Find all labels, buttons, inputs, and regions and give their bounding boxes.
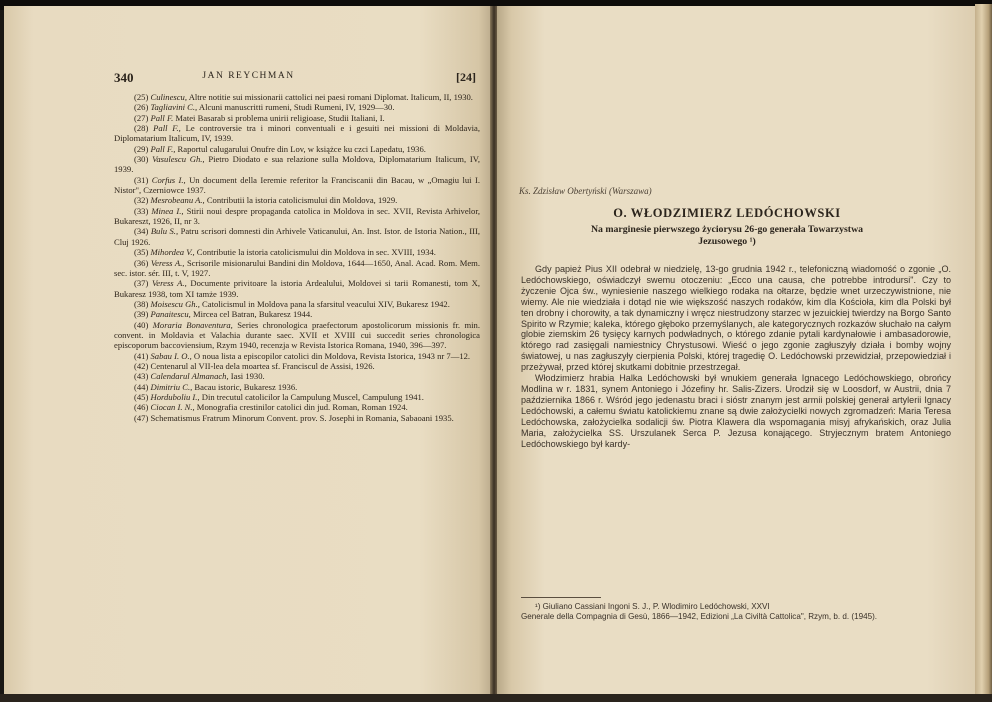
reference-author: Corfus I., bbox=[151, 174, 186, 185]
footnote bbox=[521, 602, 951, 622]
reference-author: Mihordea V., bbox=[150, 247, 195, 258]
reference-text: O noua lista a episcopilor catolici din Moldova, Revista Istorica, 1943 nr 7—12. bbox=[191, 350, 471, 361]
reference-entry bbox=[114, 247, 480, 257]
reference-entry bbox=[114, 382, 480, 392]
body-paragraph: Gdy papież Pius XII odebrał w niedzielę, 13-go grudnia 1942 r., telefoniczną wiadomość o zgonie „O. Ledóchowskiego, oświadczył swemu otoczeniu: „Ecco una causa, che potrebbe introdursi". Czy to życzenie Ojca św., wyniesienie naszego wielkiego rodaka na ołtarze, będzie wnet urzeczywistnione, nie wiemy. Ale nie wiedziała i dotąd nie wie większość naszych rodaków, kim dla Kościoła, kim dla Polski był ten drobny i chorowity, a tak dynamiczny i wręcz niestrudzony starzec w jezuickiej twierdzy na Borgo Santo Spirito w Rzymie; kaleka, którego głęboko przemyślanych, ale kategorycznych rozkazów słuchało na całym globie ziemskim 26 tysięcy karnych podwładnych, o którego zdanie pytali kardynałowie i ambasadorowie, którego rad zasięgali namiestnicy Chrystusowi. Wieść o jego zgonie zagłuszyły działa i bomby wojny światowej, u nas zagłuszyły cierpienia Polski, której tragedię O. Ledóchowski przewidział, przepowiedział i przeżywał, przed której skutkami dobitnie przestrzegał. bbox=[521, 264, 951, 373]
reference-entry bbox=[114, 92, 480, 102]
reference-number: (25) bbox=[134, 92, 149, 102]
article-body bbox=[521, 264, 951, 449]
reference-entry bbox=[114, 351, 480, 361]
reference-text: Scrisorile misionarului Bandini din Moldova, 1644—1650, Anal. Acad. Rom. Mem. sec. istor. sér. III, t. V, 1927. bbox=[114, 257, 481, 278]
reference-text: Mircea cel Batran, Bukaresz 1944. bbox=[190, 309, 313, 320]
reference-list bbox=[114, 92, 480, 423]
reference-author: Sabau I. O., bbox=[150, 350, 192, 361]
reference-text: Centenarul al VII-lea dela moartea sf. Franciscul de Assisi, 1926. bbox=[150, 360, 375, 371]
reference-number: (27) bbox=[134, 112, 149, 123]
reference-text: Documente privitoare la istoria Ardealului, Moldovei si tarii Romanesti, tom X, Bukaresz 1938, tom XI tamże 1939. bbox=[114, 278, 480, 299]
reference-entry bbox=[114, 299, 480, 309]
reference-number: (38) bbox=[134, 298, 149, 309]
reference-author: Ciocan I. N., bbox=[150, 402, 195, 413]
reference-entry bbox=[114, 309, 480, 319]
reference-text: Din trecutul catolicilor la Campulung Muscel, Campulung 1941. bbox=[199, 391, 424, 402]
reference-number: (39) bbox=[134, 309, 149, 320]
reference-author: Pall F., bbox=[153, 123, 181, 134]
right-page bbox=[497, 6, 975, 694]
reference-number: (40) bbox=[134, 319, 149, 330]
reference-text: Le controversie tra i minori conventuali e i gesuiti nei missioni di Moldavia, Diplomatarium Italicum, IV, 1939. bbox=[114, 123, 480, 144]
page-number-left: 340 bbox=[114, 70, 134, 85]
reference-entry bbox=[114, 113, 480, 123]
reference-author: Mesrobeanu A., bbox=[150, 195, 205, 206]
reference-entry bbox=[114, 206, 480, 227]
reference-number: (26) bbox=[134, 102, 149, 113]
reference-entry bbox=[114, 123, 480, 144]
reference-text: Alcuni manuscritti rumeni, Studi Rumeni, IV, 1929—30. bbox=[197, 102, 395, 113]
page-edges bbox=[975, 4, 992, 702]
reference-entry bbox=[114, 402, 480, 412]
reference-entry bbox=[114, 195, 480, 205]
reference-author: Moraria Bonaventura, bbox=[152, 319, 233, 330]
footnote-line: ¹) Giuliano Cassiani Ingoni S. J., P. Wlodimiro Ledóchowski, XXVI bbox=[535, 602, 770, 611]
reference-number: (31) bbox=[134, 174, 149, 185]
reference-text: Stirii noui despre propaganda catolica in Moldova in sec. XVII, Revista Arhivelor, Bukareszt, 1926, II, nr 3. bbox=[114, 205, 480, 227]
reference-number: (28) bbox=[134, 123, 149, 134]
reference-text: Contributii la istoria catolicismului din Moldova, 1929. bbox=[204, 195, 398, 206]
reference-text: Bacau istoric, Bukaresz 1936. bbox=[192, 381, 298, 392]
left-page bbox=[4, 6, 493, 694]
reference-number: (36) bbox=[134, 257, 149, 268]
reference-author: Bulu S., bbox=[150, 226, 179, 237]
article-title: O. WŁODZIMIERZ LEDÓCHOWSKI bbox=[613, 206, 841, 220]
reference-text: Series chronologica praefectorum apostolicorum missionis fr. min. convent. in Moldavia et Valachia durante saec. XVII et XVIII cui succedit series chronologica episcoporum baccoviensium, Rzym 1940, recenzja w Revista Istorica Romana, 1940, 396—397. bbox=[114, 319, 480, 351]
reference-text: Raportul calugarului Onufre din Lov, w książce ku czci Lapedatu, 1936. bbox=[175, 143, 426, 154]
reference-author: Horduboliu I., bbox=[150, 391, 200, 402]
reference-entry bbox=[114, 278, 480, 299]
reference-number: (35) bbox=[134, 247, 149, 258]
reference-number: (44) bbox=[134, 381, 149, 392]
reference-author: Vasulescu Gh., bbox=[152, 154, 205, 165]
running-head: JAN REYCHMAN bbox=[202, 71, 295, 81]
footnote-line: Generale della Compagnia di Gesù, 1866—1942, Edizioni „La Civiltà Cattolica", Rzym, b. d. (1945). bbox=[521, 612, 878, 621]
scan-bottom-border bbox=[0, 694, 992, 702]
reference-text: Matei Basarab si problema unirii religioase, Studii Italiani, I. bbox=[173, 112, 385, 123]
reference-number: (46) bbox=[134, 402, 149, 413]
article-subtitle: Na marginesie pierwszego życiorysu 26-go generała Towarzystwa Jezusowego ¹) bbox=[590, 224, 864, 247]
reference-entry bbox=[114, 320, 480, 351]
reference-author: Dimitriu C., bbox=[150, 381, 193, 392]
reference-entry bbox=[114, 361, 480, 371]
reference-entry bbox=[114, 413, 480, 423]
reference-number: (37) bbox=[134, 278, 149, 289]
article-author: Ks. Zdzisław Obertyński (Warszawa) bbox=[519, 186, 652, 196]
reference-author: Minea I., bbox=[151, 205, 184, 216]
reference-number: (34) bbox=[134, 226, 149, 237]
reference-number: (45) bbox=[134, 391, 149, 402]
reference-text: Altre notitie sui missionarii cattolici nei paesi romani Diplomat. Italicum, II, 1930. bbox=[187, 92, 473, 102]
reference-author: Culinescu, bbox=[150, 92, 188, 102]
reference-text: Schematismus Fratrum Minorum Convent. prov. S. Josephi in Romania, Sabaoani 1935. bbox=[150, 412, 454, 423]
reference-text: Contributie la istoria catolicismului din Moldova in sec. XVIII, 1934. bbox=[194, 247, 436, 258]
body-paragraph: Włodzimierz hrabia Halka Ledóchowski był wnukiem generała Ignacego Ledóchowskiego, obrońcy Modlina w r. 1831, synem Antoniego i Józefiny hr. Salis-Zizers. Urodził się w Loosdorf, w Austrii, dnia 7 października 1866 r. Wśród jego jedenastu braci i sióstr znanym jest armii polskiej generał artylerii Ignacy Ledóchowski, a całemu światu katolickiemu znane są dwie założycielki nowych zgromadzeń: Maria Teresa Ledóchowska, założycielka sodalicji św. Piotra Klawera dla wspomagania misyj afrykańskich, oraz Julia Maria, założycielka SS. Urszulanek Serca P. Jezusa konającego. Stryjecznym bratem Antoniego Ledóchowskiego był kardy- bbox=[521, 373, 951, 449]
left-page-header bbox=[4, 70, 493, 84]
reference-author: Panaitescu, bbox=[150, 309, 191, 320]
reference-text: Catolicismul in Moldova pana la sfarsitul veacului XIV, Bukaresz 1942. bbox=[199, 298, 450, 309]
reference-entry bbox=[114, 154, 480, 175]
reference-number: (33) bbox=[134, 205, 149, 216]
reference-number: (30) bbox=[134, 154, 149, 165]
reference-entry bbox=[114, 144, 480, 154]
reference-entry bbox=[114, 175, 480, 196]
reference-number: (42) bbox=[134, 360, 149, 371]
reference-author: Moisescu Gh., bbox=[150, 298, 200, 309]
reference-number: (43) bbox=[134, 371, 149, 382]
reference-author: Pall F., bbox=[150, 143, 176, 154]
reference-number: (32) bbox=[134, 195, 149, 206]
reference-author: Veress A., bbox=[152, 278, 187, 289]
reference-author: Calendarul Almanach, bbox=[150, 371, 229, 382]
reference-text: Monografia crestinilor catolici din jud. Roman, Roman 1924. bbox=[194, 402, 408, 413]
reference-entry bbox=[114, 102, 480, 112]
reference-number: (41) bbox=[134, 350, 149, 361]
bracket-number: [24] bbox=[456, 70, 476, 84]
reference-text: Un document della Ieremie referitor la Franciscanii din Bacau, w „Omagiu lui I. Nistor", Czerniowce 1937. bbox=[114, 174, 480, 196]
reference-entry bbox=[114, 258, 480, 279]
reference-text: Pietro Diodato e sua relazione sulla Moldova, Diplomatarium Italicum, IV, 1939. bbox=[114, 154, 480, 175]
reference-author: Pall F. bbox=[150, 112, 174, 123]
reference-number: (47) bbox=[134, 412, 149, 423]
footnote-divider bbox=[521, 597, 601, 598]
reference-number: (29) bbox=[134, 143, 149, 154]
reference-entry bbox=[114, 226, 480, 247]
reference-author: Tagliavini C., bbox=[150, 102, 198, 113]
reference-text: Iasi 1930. bbox=[228, 371, 265, 382]
reference-author: Veress A., bbox=[150, 257, 185, 268]
reference-entry bbox=[114, 392, 480, 402]
reference-text: Patru scrisori domnesti din Arhivele Vaticanului, An. Inst. Istor. de Istoria Nation., III, Cluj 1926. bbox=[114, 226, 480, 247]
reference-entry bbox=[114, 371, 480, 381]
